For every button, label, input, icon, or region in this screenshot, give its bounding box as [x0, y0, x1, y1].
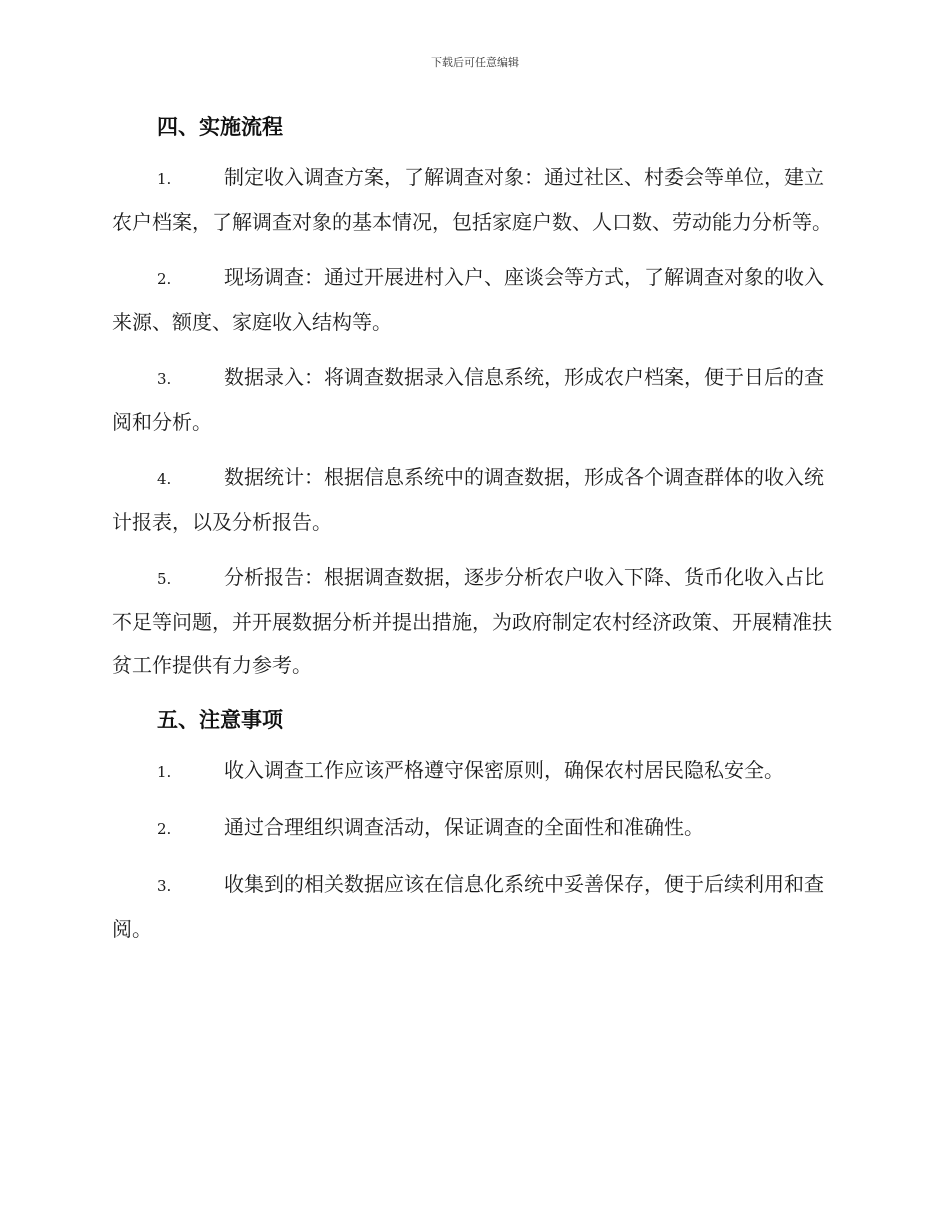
item-number: 1.: [157, 170, 172, 188]
item-number: 5.: [157, 570, 172, 588]
list-item: [112, 356, 832, 444]
item-text: 通过合理组织调查活动，保证调查的全面性和准确性。: [224, 815, 704, 839]
list-item: [112, 863, 832, 951]
item-number: 4.: [157, 470, 172, 488]
list-item: [112, 256, 832, 344]
list-item: [112, 456, 832, 544]
item-number: 3.: [157, 877, 172, 895]
list-item: [112, 806, 832, 851]
item-number: 2.: [157, 270, 172, 288]
item-text: 数据统计：根据信息系统中的调查数据，形成各个调查群体的收入统计报表，以及分析报告。: [112, 465, 824, 534]
item-text: 收入调查工作应该严格遵守保密原则，确保农村居民隐私安全。: [224, 758, 784, 782]
item-number: 3.: [157, 370, 172, 388]
section-heading-implementation: 四、实施流程: [157, 114, 283, 139]
document-body: [112, 106, 832, 963]
list-item: [112, 749, 832, 794]
item-text: 数据录入：将调查数据录入信息系统，形成农户档案，便于日后的查阅和分析。: [112, 365, 824, 434]
item-text: 分析报告：根据调查数据，逐步分析农户收入下降、货币化收入占比不足等问题，并开展数据分析并提出措施，为政府制定农村经济政策、开展精准扶贫工作提供有力参考。: [112, 565, 832, 677]
item-number: 1.: [157, 763, 172, 781]
item-text: 制定收入调查方案，了解调查对象：通过社区、村委会等单位，建立农户档案，了解调查对象的基本情况，包括家庭户数、人口数、劳动能力分析等。: [112, 165, 832, 234]
section-heading-notes: 五、注意事项: [157, 707, 283, 732]
list-item: [112, 556, 832, 687]
item-number: 2.: [157, 820, 172, 838]
item-text: 收集到的相关数据应该在信息化系统中妥善保存，便于后续利用和查阅。: [112, 872, 824, 941]
header-note: 下载后可任意编辑: [431, 56, 519, 69]
list-item: [112, 156, 832, 244]
item-text: 现场调查：通过开展进村入户、座谈会等方式，了解调查对象的收入来源、额度、家庭收入结构等。: [112, 265, 824, 334]
